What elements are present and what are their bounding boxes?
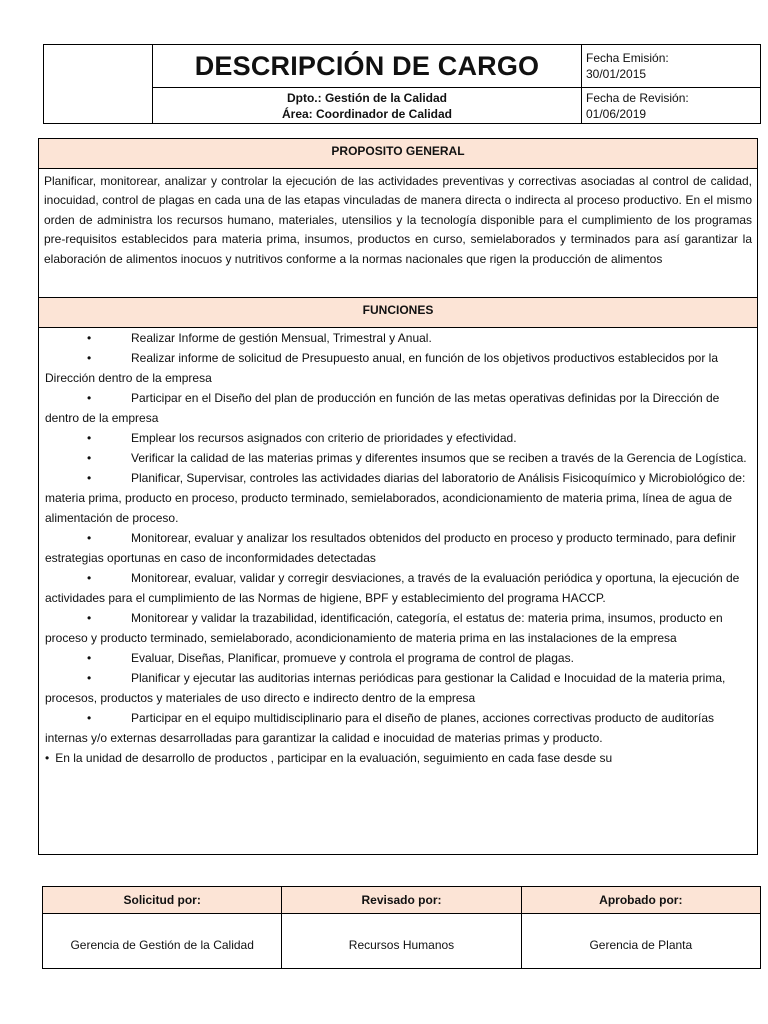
logo-cell xyxy=(44,45,153,124)
bullet: • xyxy=(87,351,92,365)
main-content-box xyxy=(38,138,758,855)
bullet: • xyxy=(87,571,92,585)
funcion-text: Monitorear y validar la trazabilidad, identificación, categoría, el estatus de: materia prima, insumos, producto en proceso y producto terminado, semielaborado, acondicionamiento de materia prima en las instalaciones de la empresa xyxy=(45,611,723,645)
list-item xyxy=(45,528,751,568)
aprobado-value: Gerencia de Planta xyxy=(521,914,760,969)
funcion-text: Participar en el Diseño del plan de producción en función de las metas operativas definidas por la Dirección de dentro de la empresa xyxy=(45,391,720,425)
funcion-text: Realizar informe de solicitud de Presupuesto anual, en función de los objetivos productivos establecidos por la Dirección dentro de la empresa xyxy=(45,351,719,385)
bullet: • xyxy=(87,391,92,405)
aprobado-header: Aprobado por: xyxy=(521,887,760,914)
document-title: DESCRIPCIÓN DE CARGO xyxy=(153,45,582,88)
list-item xyxy=(45,448,751,468)
bullet: • xyxy=(87,711,92,725)
bullet: • xyxy=(87,531,92,545)
list-item xyxy=(45,388,751,428)
list-item xyxy=(45,668,751,708)
funcion-text: Participar en el equipo multidisciplinario para el diseño de planes, acciones correctivas producto de auditorías internas y/o externas desarrolladas para garantizar la calidad e inocuidad de materias primas y producto. xyxy=(45,711,714,745)
bullet: • xyxy=(87,431,92,445)
funcion-text: Monitorear, evaluar y analizar los resultados obtenidos del producto en proceso y producto terminado, para definir estrategias oportunas en caso de inconformidades detectadas xyxy=(45,531,737,565)
proposito-heading: PROPOSITO GENERAL xyxy=(39,139,757,169)
funcion-text: En la unidad de desarrollo de productos , participar en la evaluación, seguimiento en cada fase desde su xyxy=(55,751,613,765)
funcion-text: Monitorear, evaluar, validar y corregir desviaciones, a través de la evaluación periódica y oportuna, la ejecución de actividades para el cumplimiento de las Normas de higiene, BPF y establecimiento del programa HACCP. xyxy=(45,571,740,605)
list-item xyxy=(45,608,751,648)
revisado-header: Revisado por: xyxy=(282,887,521,914)
funcion-text: Planificar y ejecutar las auditorias internas periódicas para gestionar la Calidad e Inocuidad de la materia prima, procesos, productos y materiales de uso directo e indirecto dentro de la empresa xyxy=(45,671,726,705)
bullet: • xyxy=(87,611,92,625)
list-item xyxy=(45,708,751,748)
proposito-text: Planificar, monitorear, analizar y controlar la ejecución de las actividades preventivas y correctivas asociadas al control de calidad, inocuidad, control de plagas en cada una de las etapas vinculadas de manera directa o indirecta al proceso productivo. En el mismo orden de administra los recursos humano, materiales, utensilios y la tecnología disponible para el cumplimiento de los programas pre-requisitos establecidos para materia prima, insumos, productos en curso, semielaborados y terminados para así garantizar la elaboración de alimentos inocuos y nutritivos conforme a la normas nacionales que rigen la producción de alimentos xyxy=(39,169,757,298)
bullet: • xyxy=(87,451,92,465)
bullet: • xyxy=(87,331,92,345)
list-item xyxy=(87,648,751,668)
list-item xyxy=(87,428,751,448)
revisado-value: Recursos Humanos xyxy=(282,914,521,969)
list-item xyxy=(45,468,751,528)
approval-table xyxy=(42,886,761,969)
list-item xyxy=(45,348,751,388)
fecha-revision-cell xyxy=(582,88,761,124)
funcion-text: Planificar, Supervisar, controles las actividades diarias del laboratorio de Análisis Fisicoquímico y Microbiológico de: materia prima, producto en proceso, producto terminado, semielaborados, acondicionamiento de materia prima, línea de agua de alimentación de proceso. xyxy=(45,471,746,525)
funciones-list xyxy=(39,328,757,768)
funcion-text: Evaluar, Diseñas, Planificar, promueve y controla el programa de control de plagas. xyxy=(131,651,574,665)
bullet: • xyxy=(45,751,50,765)
list-item xyxy=(45,748,751,768)
funcion-text: Emplear los recursos asignados con criterio de prioridades y efectividad. xyxy=(131,431,517,445)
dpto-area-cell xyxy=(153,88,582,124)
solicitud-value: Gerencia de Gestión de la Calidad xyxy=(43,914,282,969)
solicitud-header: Solicitud por: xyxy=(43,887,282,914)
dpto-label: Dpto.: Gestión de la Calidad xyxy=(286,90,447,105)
fecha-emision-label: Fecha Emisión: xyxy=(586,51,669,65)
fecha-emision-cell xyxy=(582,45,761,88)
funcion-text: Realizar Informe de gestión Mensual, Trimestral y Anual. xyxy=(131,331,432,345)
bullet: • xyxy=(87,471,92,485)
header-table xyxy=(43,44,761,124)
area-label: Área: Coordinador de Calidad xyxy=(281,106,453,121)
list-item xyxy=(87,328,751,348)
bullet: • xyxy=(87,671,92,685)
bullet: • xyxy=(87,651,92,665)
fecha-revision-value: 01/06/2019 xyxy=(586,106,647,121)
fecha-revision-label: Fecha de Revisión: xyxy=(586,90,689,105)
fecha-emision-value: 30/01/2015 xyxy=(586,67,647,81)
list-item xyxy=(45,568,751,608)
funcion-text: Verificar la calidad de las materias primas y diferentes insumos que se reciben a través de la Gerencia de Logística. xyxy=(131,451,747,465)
funciones-heading: FUNCIONES xyxy=(39,298,757,328)
